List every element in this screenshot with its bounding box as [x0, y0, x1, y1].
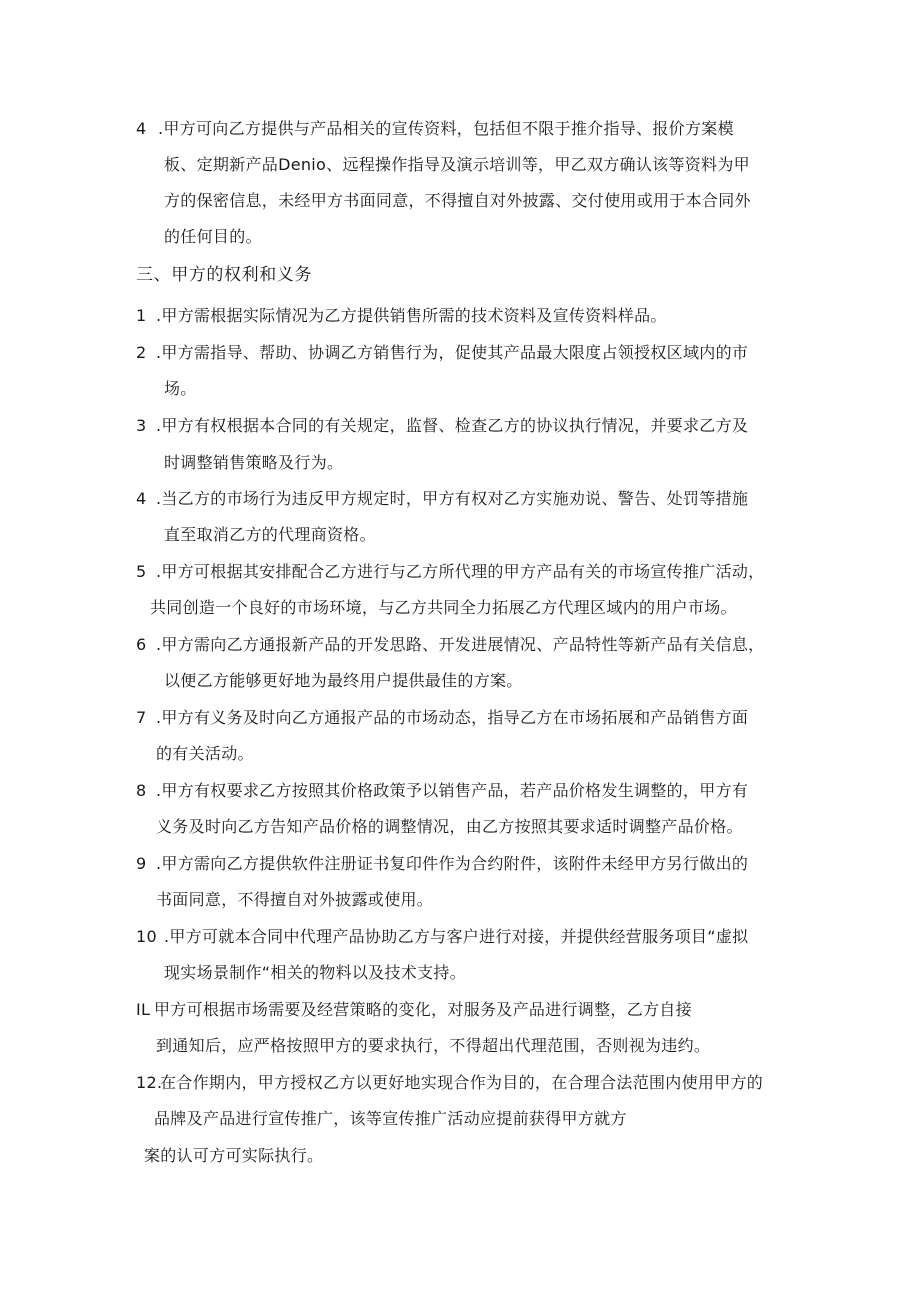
item-text-line: .甲方可向乙方提供与产品相关的宣传资料，包括但不限于推介指导、报价方案模	[158, 119, 734, 138]
item-text-line: 到通知后，应严格按照甲方的要求执行，不得超出代理范围，否则视为违约。	[156, 1036, 711, 1055]
item-text-line: 共同创造一个良好的市场环境，与乙方共同全力拓展乙方代理区域内的用户市场。	[150, 598, 737, 617]
item-text-line: .甲方需向乙方通报新产品的开发思路、开发进展情况、产品特性等新产品有关信息，	[156, 635, 765, 654]
item-text-line: 以便乙方能够更好地为最终用户提供最佳的方案。	[164, 671, 523, 690]
item-text-line: 书面同意，不得擅自对外披露或使用。	[156, 890, 434, 909]
section-title: 三、甲方的权利和义务	[136, 265, 312, 285]
item-text-line: 方的保密信息，未经甲方书面同意，不得擅自对外披露、交付使用或用于本合同外	[164, 191, 751, 210]
item-text-line: .甲方可就本合同中代理产品协助乙方与客户进行对接，并提供经营服务项目“虚拟	[164, 927, 749, 946]
item-text-line: 时调整销售策略及行为。	[164, 453, 344, 472]
item-text-line: .甲方需向乙方提供软件注册证书复印件作为合约附件，该附件未经甲方另行做出的	[156, 854, 749, 873]
item-text-line: 现实场景制作“相关的物料以及技术支持。	[164, 963, 466, 982]
item-text-line: 的有关活动。	[156, 744, 254, 763]
item-text-line: .甲方需指导、帮助、协调乙方销售行为，促使其产品最大限度占领授权区域内的市	[156, 343, 749, 362]
item-number: 8	[136, 781, 147, 800]
item-text-line: .甲方可根据其安排配合乙方进行与乙方所代理的甲方产品有关的市场宣传推广活动，	[156, 562, 765, 581]
item-number: 3	[136, 416, 147, 435]
item-text-line: 品牌及产品进行宣传推广，该等宣传推广活动应提前获得甲方就方	[154, 1109, 627, 1128]
item-number: IL	[136, 1000, 151, 1019]
item-text-line: .甲方有权要求乙方按照其价格政策予以销售产品，若产品价格发生调整的，甲方有	[156, 781, 749, 800]
item-number: 1	[136, 306, 147, 325]
item-text-line: 的任何目的。	[164, 227, 262, 246]
item-text-line: 义务及时向乙方告知产品价格的调整情况，由乙方按照其要求适时调整产品价格。	[156, 817, 743, 836]
item-text-line: .当乙方的市场行为违反甲方规定时，甲方有权对乙方实施劝说、警告、处罚等措施	[156, 489, 749, 508]
item-number: 4	[136, 119, 147, 138]
item-number: 9	[136, 854, 147, 873]
item-text-line: .甲方需根据实际情况为乙方提供销售所需的技术资料及宣传资料样品。	[156, 306, 667, 325]
item-number: 5	[136, 562, 147, 581]
item-number: 2	[136, 343, 147, 362]
item-text-line: 场。	[164, 379, 197, 398]
item-number: 4	[136, 489, 147, 508]
item-text-line: 甲方可根据市场需要及经营策略的变化，对服务及产品进行调整，乙方自接	[154, 1000, 692, 1019]
item-number: 12.	[136, 1073, 163, 1092]
item-text-line: .甲方有义务及时向乙方通报产品的市场动态，指导乙方在市场拓展和产品销售方面	[156, 708, 749, 727]
item-number: 6	[136, 635, 147, 654]
item-number: 7	[136, 708, 147, 727]
item-text-line: 在合作期内，甲方授权乙方以更好地实现合作为目的，在合理合法范围内使用甲方的	[160, 1073, 764, 1092]
item-text-line: 案的认可方可实际执行。	[144, 1146, 324, 1165]
item-text-line: 板、定期新产品Denio、远程操作指导及演示培训等，甲乙双方确认该等资料为甲	[164, 155, 750, 174]
item-number: 10	[136, 927, 157, 946]
item-text-line: .甲方有权根据本合同的有关规定，监督、检查乙方的协议执行情况，并要求乙方及	[156, 416, 749, 435]
item-text-line: 直至取消乙方的代理商资格。	[164, 525, 376, 544]
